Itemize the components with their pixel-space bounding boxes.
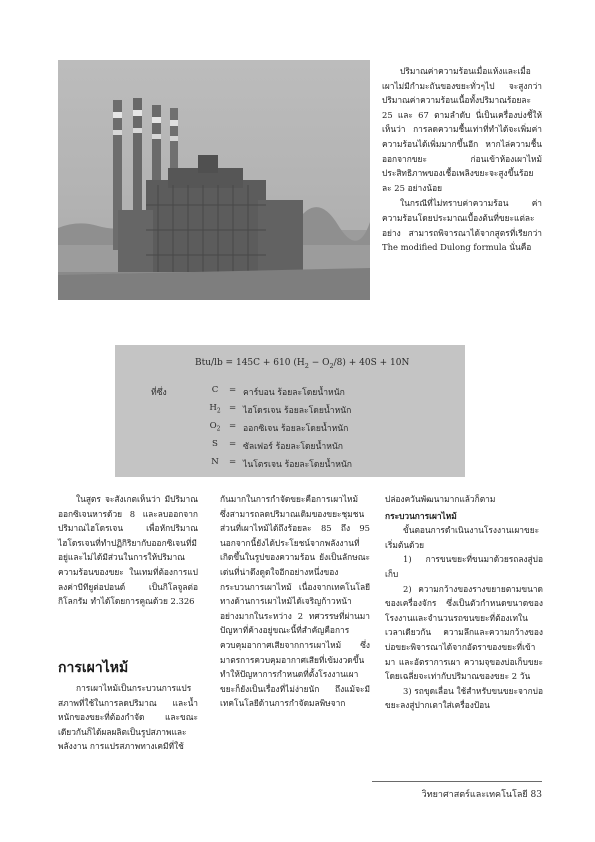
variable-symbol: S	[212, 439, 218, 449]
variable-row-c: ที่ซึ่ง C = คาร์บอน ร้อยละโดยน้ำหนัก	[151, 385, 345, 398]
paragraph-combustion-intro: การเผาไหม้เป็นกระบวนการแปรสภาพที่ใช้ในการลดปริมาณ และน้ำหนักของขยะที่ต้องกำจัด และขณะเดียวกันก็ได้ผลผลิตเป็นรูปสภาพและพลังงาน การแปรสภาพทางเคมีที่ใช้	[58, 683, 198, 752]
paragraph-plant-steps: ขั้นตอนการดำเนินงานโรงงานเผาขยะ เริ่มต้นด้วย	[385, 525, 540, 550]
variable-row-o2: $O_2$ = ออกซิเจน ร้อยละโดยน้ำหนัก	[151, 421, 451, 439]
paragraph-stack-pollution: ปล่องควันพัฒนามากแล้วก็ตาม	[385, 494, 496, 504]
paragraph-heating-value: ปริมาณค่าความร้อนเมื่อแห้งและเมื่อเผาไม่มีกำมะถันของขยะทั่วๆไป จะสูงกว่าปริมาณค่าความร้อนเนื้อทั้งปริมาณร้อยละ 25 และ 67 ตามลำดับ นี่เป็นเครื่องบ่งชี้ให้เห็นว่า การลดความชื้นเท่าที่ทำได้จะเพิ่มค่าความร้อนได้เพิ่มมากขึ้นอีก หากไล่ความชื้นออกจากขยะ ก่อนเข้าห้องเผาไหม้ ประสิทธิภาพของเชื้อเพลิงขยะจะสูงขึ้นร้อยละ 25 อย่างน้อย	[382, 66, 542, 193]
variable-description: ออกซิเจน ร้อยละโดยน้ำหนัก	[243, 424, 349, 434]
text-column-1	[58, 492, 198, 609]
power-plant-photo	[58, 60, 370, 300]
variable-row-n: N = ไนโตรเจน ร้อยละโดยน้ำหนัก	[151, 457, 451, 475]
variable-row-h2: $H_2$ = ไฮโดรเจน ร้อยละโดยน้ำหนัก	[151, 403, 451, 421]
list-item-step-2: 2) ความกว้างของรางขยายตามขนาดของเครื่องจักร ซึ่งเป็นตัวกำหนดขนาดของโรงงานและจำนวนรถขนขยะที่ต้องเทในเวลาเดียวกัน ความลึกและความกว้างของบ่อขยะพิจารณาได้จากอัตราของขยะที่เข้ามา และอัตราการเผา ความจุของบ่อเก็บขยะโดยเฉลี่ยจะเท่ากับปริมาณของขยะ 2 วัน	[385, 583, 543, 682]
variable-symbol: $O_2$	[209, 421, 221, 433]
paragraph-combustion-continued: กันมากในการกำจัดขยะคือการเผาไหม้ ซึ่งสามารถลดปริมาณเดิมของขยะชุมชนส่วนที่เผาไหม้ได้ถึงร้อยละ 85 ถึง 95 นอกจากนี้ยังได้ประโยชน์จากพลังงานที่เกิดขึ้นในรูปของความร้อน ยังเป็นลักษณะเด่นที่น่าดึงดูดใจอีกอย่างหนึ่งของกระบวนการเผาไหม้ เนื่องจากเทคโนโลยีทางด้านการเผาไหม้ได้เจริญก้าวหน้าอย่างมากในระหว่าง 2 ทศวรรษที่ผ่านมา ปัญหาที่ค้างอยู่ขณะนี้ที่สำคัญคือการควบคุมอากาศเสียจากการเผาไหม้ ซึ่งมาตรการควบคุมอากาศเสียที่เข้มงวดขึ้นทำให้ปัญหาการกำหนดที่ตั้งโรงงานเผาขยะก็ยังเป็นเรื่องที่ไม่ง่ายนัก ถึงแม้จะมีเทคโนโลยีด้านการกำจัดมลพิษจาก	[220, 494, 370, 709]
variable-description: ไนโตรเจน ร้อยละโดยน้ำหนัก	[243, 460, 352, 470]
list-item-step-1: 1) การขนขยะที่ขนมาด้วยรถลงสู่บ่อเก็บ	[385, 554, 543, 579]
variable-row-s: S = ซัลเฟอร์ ร้อยละโดยน้ำหนัก	[151, 439, 451, 457]
intro-text-column	[382, 64, 542, 255]
variable-symbol: C	[211, 385, 219, 395]
paragraph-dulong-intro: ในกรณีที่ไม่ทราบค่าความร้อน ค่าความร้อนโดยประมาณเบื้องต้นที่ขยะแต่ละอย่าง สามารถพิจารณาได้จากสูตรที่เรียกว่า The modified Dulong formula นั่นคือ	[382, 198, 542, 253]
section-heading-combustion: การเผาไหม้	[58, 660, 129, 676]
variable-symbol: $H_2$	[209, 403, 221, 415]
dulong-equation: Btu/lb = 145C + 610 $(H_2 - O_2/8) + 40S + 10N$	[195, 358, 410, 370]
variable-description: ซัลเฟอร์ ร้อยละโดยน้ำหนัก	[243, 442, 343, 452]
text-column-3	[385, 492, 543, 713]
variable-description: คาร์บอน ร้อยละโดยน้ำหนัก	[243, 388, 345, 398]
dulong-formula-box	[115, 345, 465, 477]
text-column-1-continued	[58, 681, 198, 754]
variable-symbol: N	[211, 457, 219, 467]
subheading-combustion-process: กระบวนการเผาไหม้	[385, 510, 457, 521]
text-column-2	[220, 492, 370, 711]
page-footer: วิทยาศาสตร์และเทคโนโลยี 83	[372, 781, 542, 801]
power-plant-illustration	[58, 60, 370, 300]
where-label: ที่ซึ่ง	[151, 388, 167, 398]
list-item-step-3: 3) รถขุดเลื่อน ใช้สำหรับขนขยะจากบ่อขยะลงสู่ปากเตาใส่เครื่องป้อน	[385, 685, 543, 711]
variable-description: ไฮโดรเจน ร้อยละโดยน้ำหนัก	[243, 406, 352, 416]
paragraph-formula-explanation: ในสูตร จะสังเกตเห็นว่า มีปริมาณออกซิเจนหารด้วย 8 และลบออกจากปริมาณไฮโดรเจน เพื่อหักปริมาณไฮโดรเจนที่ทำปฏิกิริยากับออกซิเจนที่มีอยู่และไม่ได้มีส่วนในการให้ปริมาณความร้อนของขยะ ในเทมที่ต้องการแปลงค่าบีทียูต่อปอนด์ เป็นกิโลจูลต่อกิโลกรัม ทำได้โดยการคูณด้วย 2.326	[58, 494, 198, 607]
